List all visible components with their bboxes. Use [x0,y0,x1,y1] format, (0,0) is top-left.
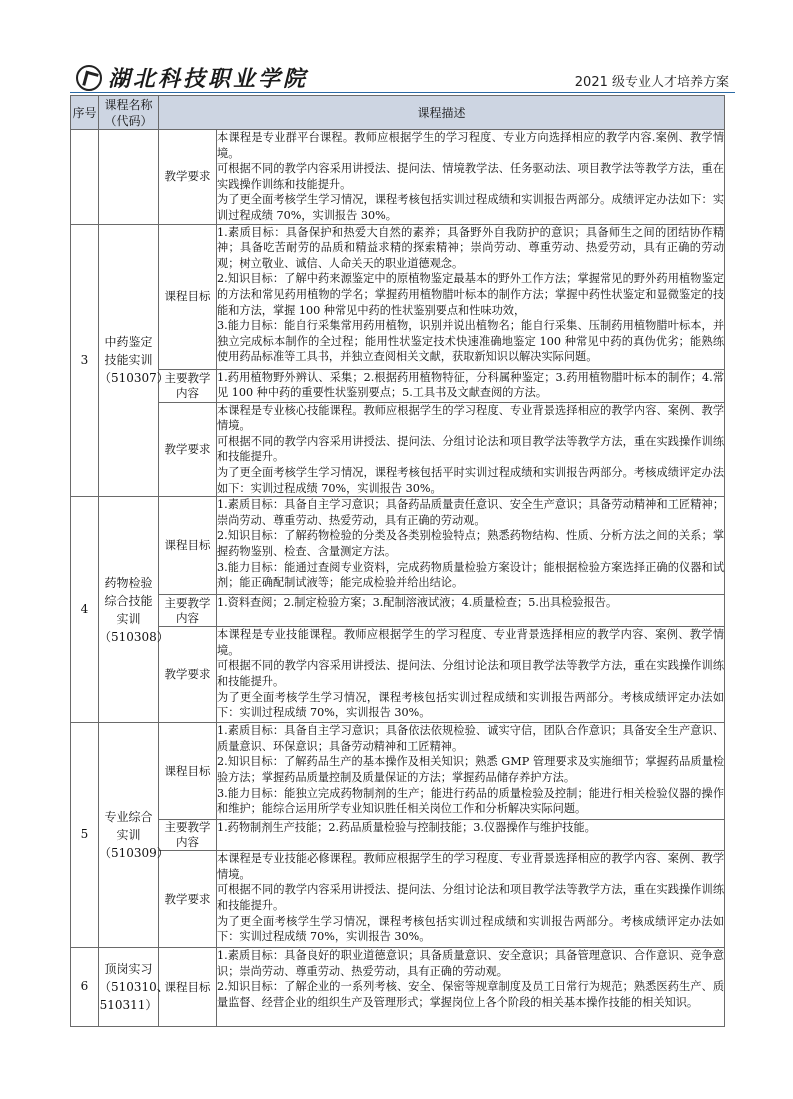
category-label: 教学要求 [159,851,217,948]
table-row [71,369,725,402]
description-cell: 本课程是专业群平台课程。教师应根据学生的学习程度、专业方向选择相应的教学内容.案例、教学情境。 可根据不同的教学内容采用讲授法、提问法、情境教学法、任务驱动法、项目教学法等教学方法，重在实践操作训练和技能提升。 为了更全面考核学生学习情况，课程考核包括实训过程成绩和实训报告两部分。成绩评定办法如下：实训过程成绩 70%，实训报告 30%。 [217,130,725,225]
description-cell: 1.药物制剂生产技能；2.药品质量检验与控制技能；3.仪器操作与维护技能。 [217,820,725,851]
header-description: 课程描述 [159,96,725,130]
table-row [71,497,725,595]
description-cell: 本课程是专业核心技能课程。教师应根据学生的学习程度、专业背景选择相应的教学内容、案例、教学情境。 可根据不同的教学内容采用讲授法、提问法、分组讨论法和项目教学法等教学方法，重在实践操作训练和技能提升。 为了更全面考核学生学习情况，课程考核包括平时实训过程成绩和实训报告两部分。考核成绩评定办法如下：实训过程成绩 70%，实训报告 30%。 [217,402,725,497]
description-cell: 1.药用植物野外辨认、采集；2.根据药用植物特征，分科属种鉴定；3.药用植物腊叶标本的制作；4.常见 100 种中药的重要性状鉴别要点；5.工具书及文献查阅的方法。 [217,369,725,402]
table-header-row [71,96,725,130]
school-emblem-icon [76,65,102,91]
category-label: 教学要求 [159,402,217,497]
school-name: 湖北科技职业学院 [108,66,309,92]
description-cell: 本课程是专业技能课程。教师应根据学生的学习程度、专业背景选择相应的教学内容、案例、教学情境。 可根据不同的教学内容采用讲授法、提问法、分组讨论法和项目教学法等教学方法，重在实践操作训练和技能提升。 为了更全面考核学生学习情况，课程考核包括实训过程成绩和实训报告两部分。考核成绩评定办法如下：实训过程成绩 70%，实训报告 30%。 [217,627,725,723]
table-row [71,723,725,820]
school-logo [76,62,308,93]
description-cell: 1.资料查阅；2.制定检验方案；3.配制溶液试液；4.质量检查；5.出具检验报告。 [217,595,725,627]
category-label: 课程目标 [159,723,217,820]
description-cell: 本课程是专业技能必修课程。教师应根据学生的学习程度、专业背景选择相应的教学内容、案例、教学情境。 可根据不同的教学内容采用讲授法、提问法、分组讨论法和项目教学法等教学方法，重在实践操作训练和技能提升。 为了更全面考核学生学习情况，课程考核包括实训过程成绩和实训报告两部分。考核成绩评定办法如下：实训过程成绩 70%，实训报告 30%。 [217,851,725,948]
page-header [70,62,735,93]
table-row [71,595,725,627]
category-label: 教学要求 [159,130,217,225]
table-row [71,851,725,948]
course-name: 顶岗实习（510310、510311） [99,948,159,1027]
document-title: 2021 级专业人才培养方案 [574,75,729,90]
header-course-name: 课程名称（代码） [99,96,159,130]
category-label: 课程目标 [159,948,217,1027]
row-number: 5 [71,723,99,948]
table-row [71,130,725,225]
table-row [71,402,725,497]
table-row [71,224,725,369]
course-name: 中药鉴定技能实训（510307） [99,224,159,497]
header-no: 序号 [71,96,99,130]
description-cell: 1.素质目标：具备自主学习意识；具备依法依规检验、诚实守信，团队合作意识；具备安全生产意识、质量意识、环保意识；具备劳动精神和工匠精神。 2.知识目标：了解药品生产的基本操作及相关知识；熟悉 GMP 管理要求及实施细节；掌握药品质量检验方法；掌握药品质量控制及质量保证的方法；掌握药品储存养护方法。 3.能力目标：能独立完成药物制剂的生产；能进行药品的质量检验及控制；能进行相关检验仪器的操作和维护；能综合运用所学专业知识胜任相关岗位工作和分析解决实际问题。 [217,723,725,820]
row-number: 4 [71,497,99,723]
row-number: 6 [71,948,99,1027]
category-label: 教学要求 [159,627,217,723]
name-cell [99,130,159,225]
curriculum-table [70,95,725,1027]
description-cell: 1.素质目标：具备自主学习意识；具备药品质量责任意识、安全生产意识；具备劳动精神和工匠精神；崇尚劳动、尊重劳动、热爱劳动，具有正确的劳动观。 2.知识目标：了解药物检验的分类及各类别检验特点；熟悉药物结构、性质、分析方法之间的关系；掌握药物鉴别、检查、含量测定方法。 3.能力目标：能通过查阅专业资料，完成药物质量检验方案设计；能根据检验方案选择正确的仪器和试剂；能正确配制试液等；能完成检验并给出结论。 [217,497,725,595]
category-label: 主要教学内容 [159,595,217,627]
no-cell [71,130,99,225]
course-name: 药物检验综合技能实训（510308） [99,497,159,723]
description-cell: 1.素质目标：具备保护和热爱大自然的素养；具备野外自我防护的意识；具备师生之间的团结协作精神；具备吃苦耐劳的品质和精益求精的探索精神；崇尚劳动、尊重劳动、热爱劳动，具有正确的劳动观；树立敬业、诚信、人命关天的职业道德观念。 2.知识目标：了解中药来源鉴定中的原植物鉴定最基本的野外工作方法；掌握常见的野外药用植物鉴定的方法和常见药用植物的学名；掌握药用植物腊叶标本的制作方法；掌握中药性状鉴定和显微鉴定的技能和方法，掌握 100 种常见中药的性状鉴别要点和性味功效， 3.能力目标：能自行采集常用药用植物，识别并说出植物名；能自行采集、压制药用植物腊叶标本，并独立完成标本制作的全过程；能用性状鉴定技术快速准确地鉴定 100 种常见中药的真伪优劣；能熟练使用药品标准等工具书，并独立查阅相关文献，获取新知识以解决实际问题。 [217,224,725,369]
table-row [71,948,725,1027]
course-name: 专业综合实训（510309） [99,723,159,948]
category-label: 主要教学内容 [159,820,217,851]
row-number: 3 [71,224,99,497]
category-label: 课程目标 [159,497,217,595]
category-label: 主要教学内容 [159,369,217,402]
description-cell: 1.素质目标：具备良好的职业道德意识；具备质量意识、安全意识；具备管理意识、合作意识、竞争意识；崇尚劳动、尊重劳动、热爱劳动，具有正确的劳动观。 2.知识目标：了解企业的一系列考核、安全、保密等规章制度及员工日常行为规范；熟悉医药生产、质量监督、经营企业的组织生产及管理形式；掌握岗位上各个阶段的相关基本操作技能的相关知识。 [217,948,725,1027]
category-label: 课程目标 [159,224,217,369]
